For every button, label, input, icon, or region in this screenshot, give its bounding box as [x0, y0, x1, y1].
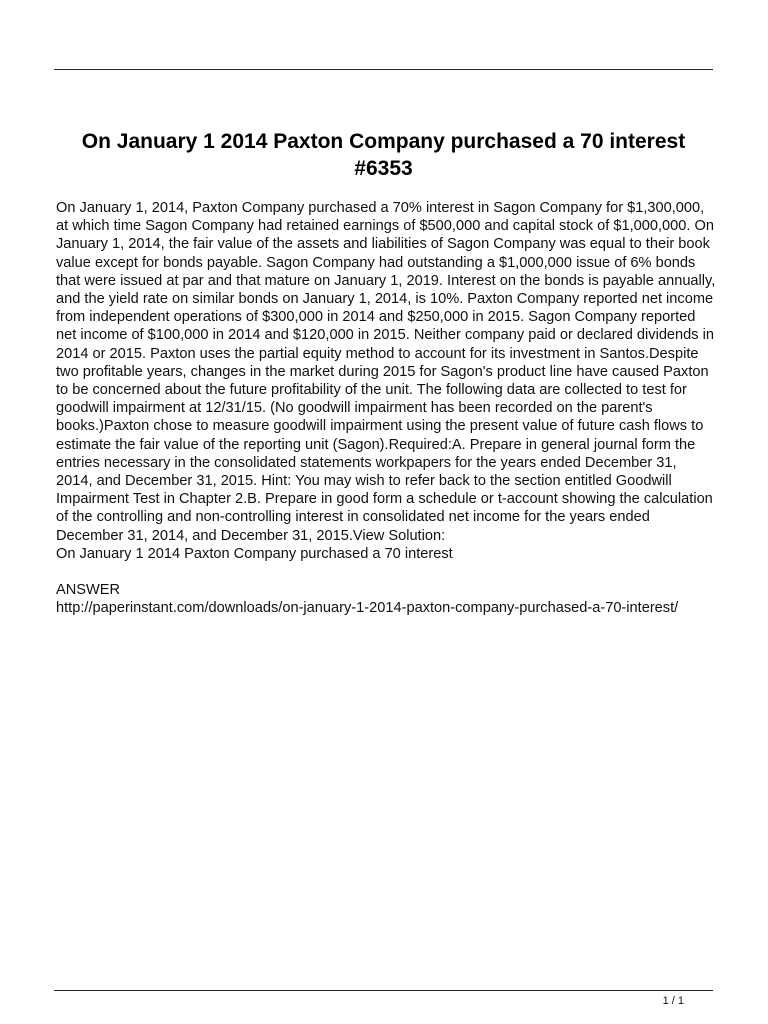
header-divider: [54, 69, 713, 70]
footer-divider: [54, 990, 713, 991]
question-subtitle: On January 1 2014 Paxton Company purchased a 70 interest: [56, 545, 453, 562]
page-indicator: 1 / 1: [662, 995, 684, 1007]
question-paragraph: On January 1, 2014, Paxton Company purchased a 70% interest in Sagon Company for $1,300,000, at which time Sagon Company had retained earnings of $500,000 and capital stock of $1,000,000. On January 1, 2014, the fair value of the assets and liabilities of Sagon Company was equal to their book value except for bonds payable. Sagon Company had outstanding a $1,000,000 issue of 6% bonds that were issued at par and that mature on January 1, 2019. Interest on the bonds is payable annually, and the yield rate on similar bonds on January 1, 2014, is 10%. Paxton Company reported net income from independent operations of $300,000 in 2014 and $250,000 in 2015. Sagon Company reported net income of $100,000 in 2014 and $120,000 in 2015. Neither company paid or declared dividends in 2014 or 2015. Paxton uses the partial equity method to account for its investment in Santos.Despite two profitable years, changes in the market during 2015 for Sagon's product line have caused Paxton to be concerned about the future profitability of the unit. The following data are collected to test for goodwill impairment at 12/31/15. (No goodwill impairment has been recorded on the parent's books.)Paxton chose to measure goodwill impairment using the present value of future cash flows to estimate the fair value of the reporting unit (Sagon).Required:A. Prepare in general journal form the entries necessary in the consolidated statements workpapers for the years ended December 31, 2014, and December 31, 2015. Hint: You may wish to refer back to the section entitled Goodwill Impairment Test in Chapter 2.B. Prepare in good form a schedule or t-account showing the calculation of the controlling and non-controlling interest in consolidated net income for the years ended December 31, 2014, and December 31, 2015.View Solution:: [56, 200, 716, 544]
document-title: On January 1 2014 Paxton Company purchased a 70 interest #6353: [81, 130, 686, 180]
answer-link[interactable]: http://paperinstant.com/downloads/on-january-1-2014-paxton-company-purchased-a-70-interest/: [56, 600, 679, 617]
document-body: [56, 199, 716, 617]
answer-label: ANSWER: [56, 582, 121, 599]
